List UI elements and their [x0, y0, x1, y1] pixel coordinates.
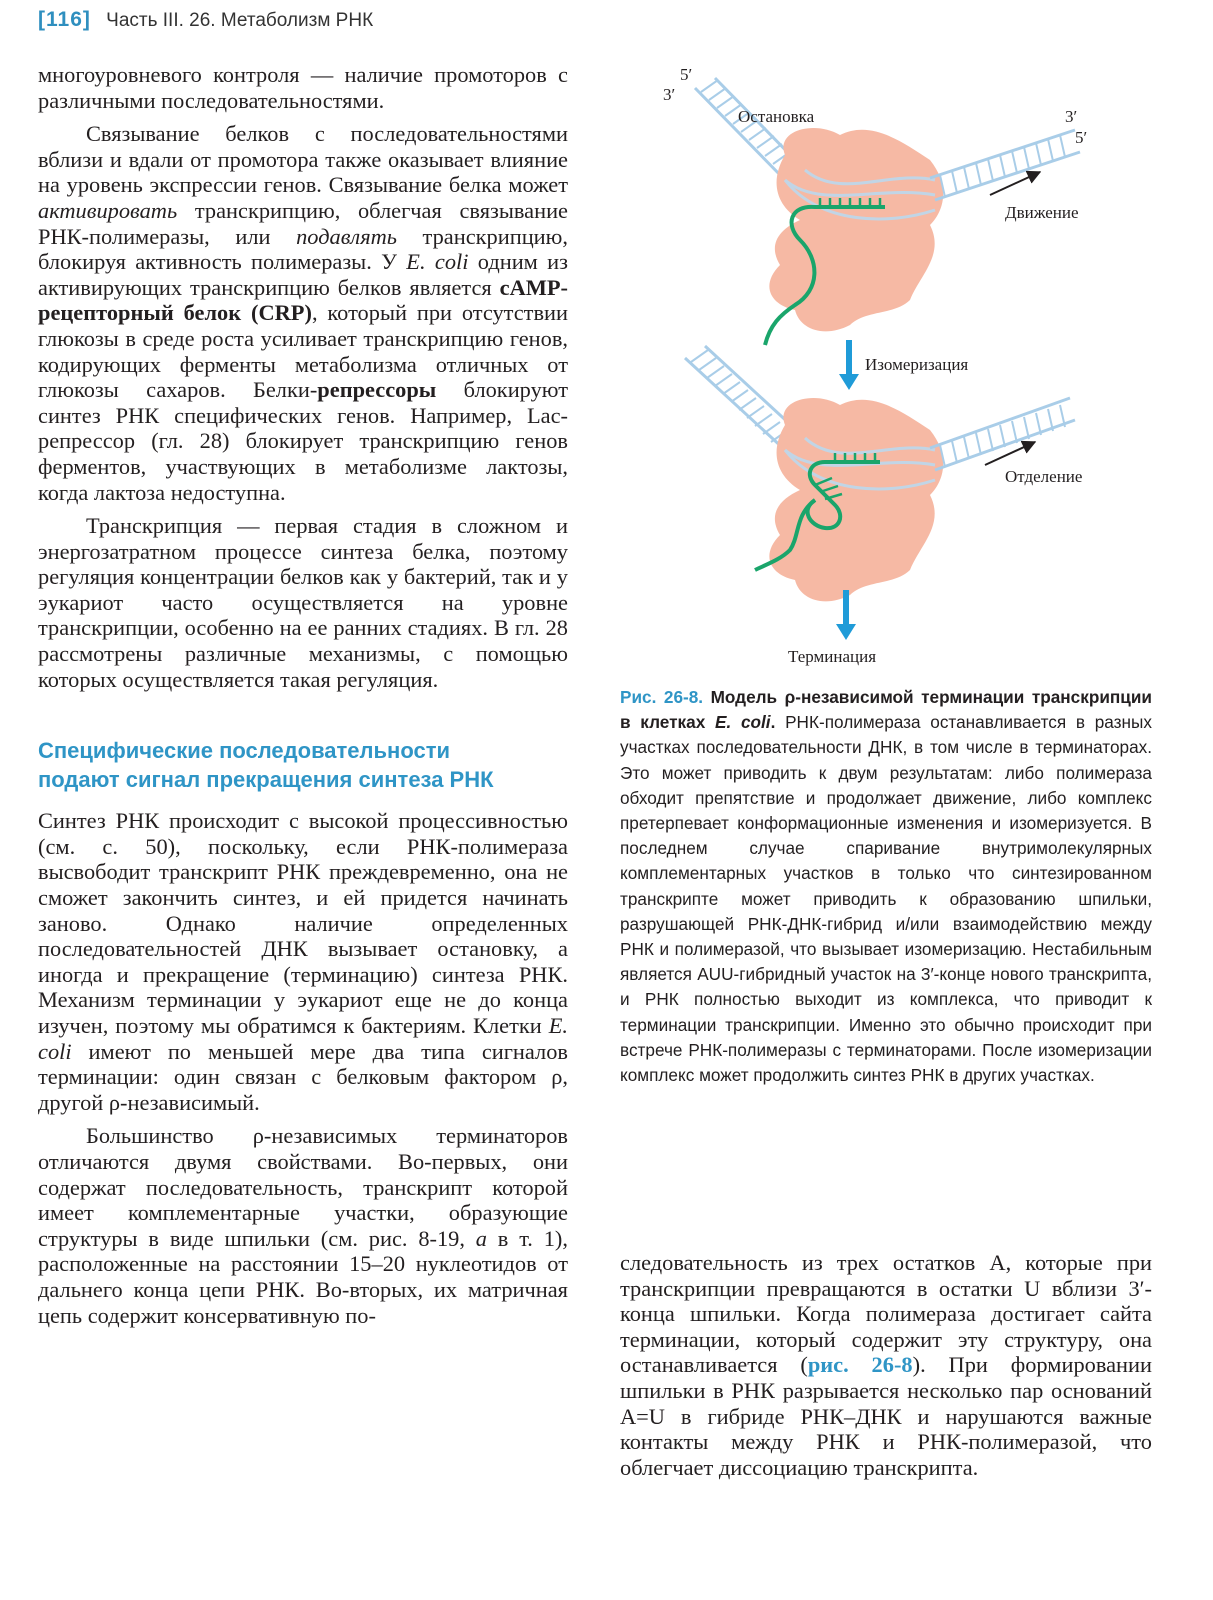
label-3prime-right: 3′: [1065, 107, 1078, 126]
paragraph-4: Синтез РНК происходит с высокой процессивностью (см. с. 50), поскольку, если РНК-полимераза высвободит транскрипт РНК преждевременно, она не сможет закончить синтез, и ей придется начинать заново. Однако наличие определенных последовательностей ДНК вызывает остановку, а иногда и прекращение (терминацию) синтеза РНК. Механизм терминации у эукариот еще не до конца изучен, поэтому мы обратимся к бактериям. Клетки E. coli имеют по меньшей мере два типа сигналов терминации: один связан с белковым фактором ρ, другой ρ-независимый.: [38, 808, 568, 1115]
caption-label: Рис. 26-8.: [620, 687, 704, 707]
figure-illustration: [600, 60, 1160, 680]
label-movement: Движение: [1005, 203, 1079, 222]
paragraph-5: Большинство ρ-независимых терминаторов отличаются двумя свойствами. Во-первых, они содержат последовательность, транскрипт которой имеет комплементарные участки, образующие структуры в виде шпильки (см. рис. 8-19, а в т. 1), расположенные на расстоянии 15–20 нуклеотидов от дальнего конца цепи РНК. Во-вторых, их матричная цепь содержит консервативную по-: [38, 1123, 568, 1328]
polymerase-bottom: [769, 398, 943, 601]
label-5prime-top: 5′: [680, 65, 693, 84]
dna-right-arm-top: [930, 130, 1080, 200]
running-title: Часть III. 26. Метаболизм РНК: [106, 10, 374, 31]
running-header: [38, 8, 373, 32]
caption-text: РНК-полимераза останавливается в разных участках последовательности ДНК, в том числе в терминаторах. Это может приводить к двум результатам: либо полимераза обходит препятствие и продолжает движение, либо комплекс претерпевает конформационные изменения и изомеризуется. В последнем случае спаривание внутримолекулярных комплементарных участков в только что синтезированном транскрипте может приводить к образованию шпильки, разрушающей РНК-ДНК-гибрид и/или взаимодействию между РНК и полимеразой, что вызывает изомеризацию. Нестабильным является AUU-гибридный участок на 3′-конце нового транскрипта, и РНК полностью выходит из комплекса, что приводит к терминации транскрипции. Именно это обычно происходит при встрече РНК-полимеразы с терминаторами. После изомеризации комплекс может продолжить синтез РНК в других участках.: [620, 712, 1152, 1086]
right-paragraph-1: следовательность из трех остатков А, которые при транскрипции превращаются в остатки U вблизи 3′-конца шпильки. Когда полимераза достигает сайта терминации, который содержит эту структуру, она останавливается (рис. 26-8). При формировании шпильки в РНК разрывается несколько пар оснований A=U в гибриде РНК–ДНК и нарушаются важные контакты между РНК и РНК-полимеразой, что облегчает диссоциацию транскрипта.: [620, 1250, 1152, 1480]
paragraph-1: многоуровневого контроля — наличие промоторов с различными последовательностями.: [38, 62, 568, 113]
dna-right-arm-bottom: [930, 398, 1075, 470]
figure-caption: [620, 685, 1152, 1088]
right-column: [620, 1250, 1152, 1480]
label-termination: Терминация: [788, 647, 877, 666]
label-isomerization: Изомеризация: [865, 355, 969, 374]
label-5prime-right: 5′: [1075, 128, 1088, 147]
label-release: Отделение: [1005, 467, 1083, 486]
isomerization-arrow: [839, 340, 859, 390]
movement-arrow: [990, 172, 1040, 195]
paragraph-2: Связывание белков с последовательностями вблизи и вдали от промотора также оказывает влияние на уровень экспрессии генов. Связывание белка может активировать транскрипцию, облегчая связывание РНК-полимеразы, или подавлять транскрипцию, блокируя активность полимеразы. У E. coli одним из активирующих транскрипцию белков является сAMP-рецепторный белок (CRP), который при отсутствии глюкозы в среде роста усиливает транскрипцию генов, кодирующих ферменты метаболизма отличных от глюкозы сахаров. Белки-репрессоры блокируют синтез РНК специфических генов. Например, Lac-репрессор (гл. 28) блокирует транскрипцию генов ферментов, участвующих в метаболизме лактозы, когда лактоза недоступна.: [38, 121, 569, 505]
figure-reference-link[interactable]: рис. 26-8: [807, 1352, 913, 1378]
paragraph-3: Транскрипция — первая стадия в сложном и энергозатратном процессе синтеза белка, поэтому регуляция концентрации белков как у бактерий, так и у эукариот часто осуществляется на уровне транскрипции, особенно на ее ранних стадиях. В гл. 28 рассмотрены различные механизмы, с помощью которых осуществляется такая регуляция.: [38, 513, 568, 692]
left-column: [38, 62, 568, 1328]
polymerase-top: [769, 128, 943, 331]
caption-title: Модель ρ-независимой терминации транскрипции в клетках E. coli.: [620, 687, 1152, 733]
label-stop: Остановка: [738, 107, 815, 126]
label-3prime-top: 3′: [663, 85, 676, 104]
figure-26-8: [600, 60, 1160, 680]
page-number: [116]: [38, 8, 91, 31]
section-title: Специфические последовательности подают сигнал прекращения синтеза РНК: [38, 738, 494, 793]
